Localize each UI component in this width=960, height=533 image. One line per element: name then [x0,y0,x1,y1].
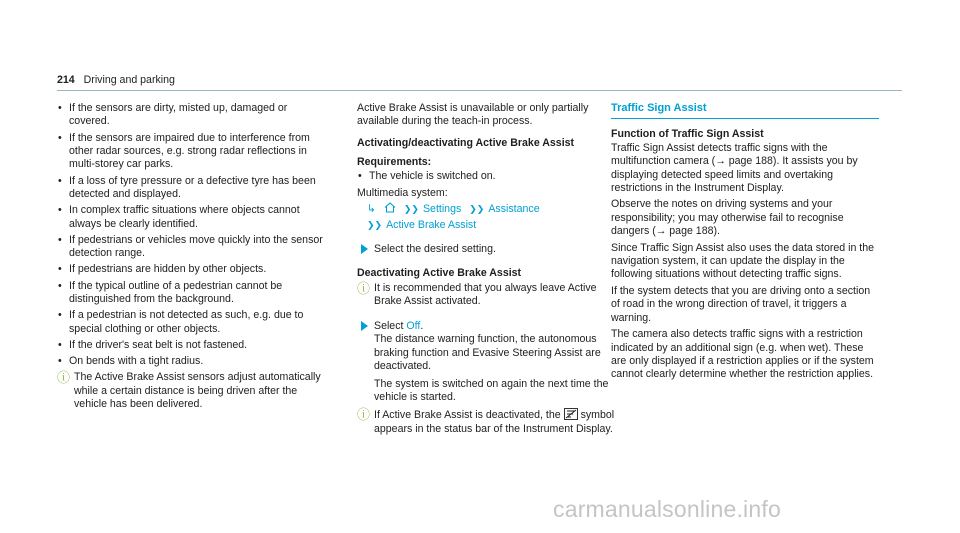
info-note-icon: ⓘ [357,281,371,297]
paragraph: The camera also detects traffic signs with a restriction indicated by an additional sign (e.g. when wet). These are only displayed if a restriction applies or if the system cannot clearly determine whether the restriction applies. [611,328,874,381]
list-item: • If the typical outline of a pedestrian cannot be distinguished from the background. [57,280,329,307]
note-text-a: If Active Brake Assist is deactivated, the [374,409,561,422]
column-middle [357,102,619,436]
paragraph: If the system detects that you are driving onto a section of road in the wrong direction of travel, it triggers a warning. [611,284,871,324]
step-text: Select the desired setting. [374,243,496,256]
watermark: carmanualsonline.info [553,496,781,522]
page-number: 214 [57,74,75,86]
note-sensors [57,371,329,411]
section-title: Driving and parking [83,74,175,86]
paragraph: Since Traffic Sign Assist also uses the data stored in the navigation system, it can update the display in the following situations without detecting traffic signs. [611,241,875,281]
list-item: • If pedestrians or vehicles move quickly into the sensor detection range. [57,234,329,261]
step-prefix: Select [374,319,404,332]
path-assistance: Assistance [488,203,540,216]
heading-function: Function of Traffic Sign Assist [611,128,764,141]
requirements-label: Requirements: [357,156,432,169]
note-recommend [357,282,619,309]
step-body-restart: The system is switched on again the next time the vehicle is started. [374,377,609,403]
arrow-right-icon: ↳ [367,203,376,216]
heading-deactivate: Deactivating Active Brake Assist [357,266,522,279]
paragraph: Traffic Sign Assist detects traffic signs with the multifunction camera (→ page 188). It assists you by displaying detected speed limits and overtaking restrictions in the Instrument Display. [611,141,858,195]
double-chevron-icon: ❯❯ [469,204,485,215]
header-rule [57,90,902,91]
column-right [611,102,879,382]
note-text: The Active Brake Assist sensors adjust automatically while a certain distance is being driven after the vehicle has been delivered. [74,371,321,411]
step-arrow-icon [361,321,368,331]
multimedia-label: Multimedia system: [357,187,448,200]
section-title-traffic-sign-assist: Traffic Sign Assist [611,102,879,119]
step-body: The distance warning function, the autonomous braking function and Evasive Steering Assist are deactivated. [374,333,601,373]
list-item: • If the sensors are impaired due to interference from other radar sources, e.g. strong radar reflections in multi-storey car parks. [57,132,329,172]
step-off-value: Off [406,319,421,332]
menu-path-continued [357,219,619,232]
page-header [57,74,902,87]
double-chevron-icon: ❯❯ [367,219,383,230]
list-item: • If the sensors are dirty, misted up, damaged or covered. [57,102,329,129]
list-item: • If a loss of tyre pressure or a defective tyre has been detected and displayed. [57,175,329,202]
step-select-setting [357,243,619,256]
list-item: • If a pedestrian is not detected as such, e.g. due to special clothing or other objects. [57,309,329,336]
heading-activate: Activating/deactivating Active Brake Assist [357,136,575,149]
list-item: • In complex traffic situations where objects cannot always be clearly identified. [57,204,329,231]
step-select-off: Select Off. The distance warning function, the autonomous braking function and Evasive Steering Assist are deactivated. The system is switched on again the next time the vehicle is started. [357,320,619,404]
list-item: • The vehicle is switched on. [357,170,619,183]
paragraph: Observe the notes on driving systems and your responsibility; you may otherwise fail to recognise dangers (→ page 188). [611,198,844,238]
path-settings: Settings [422,203,462,216]
list-item: • If the driver's seat belt is not fastened. [57,339,329,352]
note-text-b: symbol appears in the status bar of the Instrument Display. [374,409,615,435]
list-item: • If pedestrians are hidden by other objects. [57,263,329,276]
home-icon [384,202,396,213]
intro-paragraph: Active Brake Assist is unavailable or only partially available during the teach-in process. [357,102,589,128]
double-chevron-icon: ❯❯ [403,204,419,215]
list-item: • On bends with a tight radius. [57,355,329,368]
column-left [57,102,329,412]
info-note-icon: ⓘ [57,370,71,386]
requirements-list [357,170,619,183]
note-deactivated [357,408,619,436]
step-arrow-icon [361,244,368,254]
path-active-brake-assist: Active Brake Assist [386,218,477,231]
menu-path [357,202,619,216]
brake-assist-off-symbol-icon [564,408,578,420]
note-text: It is recommended that you always leave Active Brake Assist activated. [374,282,597,308]
limitations-list [57,102,329,368]
info-note-icon: ⓘ [357,407,371,423]
